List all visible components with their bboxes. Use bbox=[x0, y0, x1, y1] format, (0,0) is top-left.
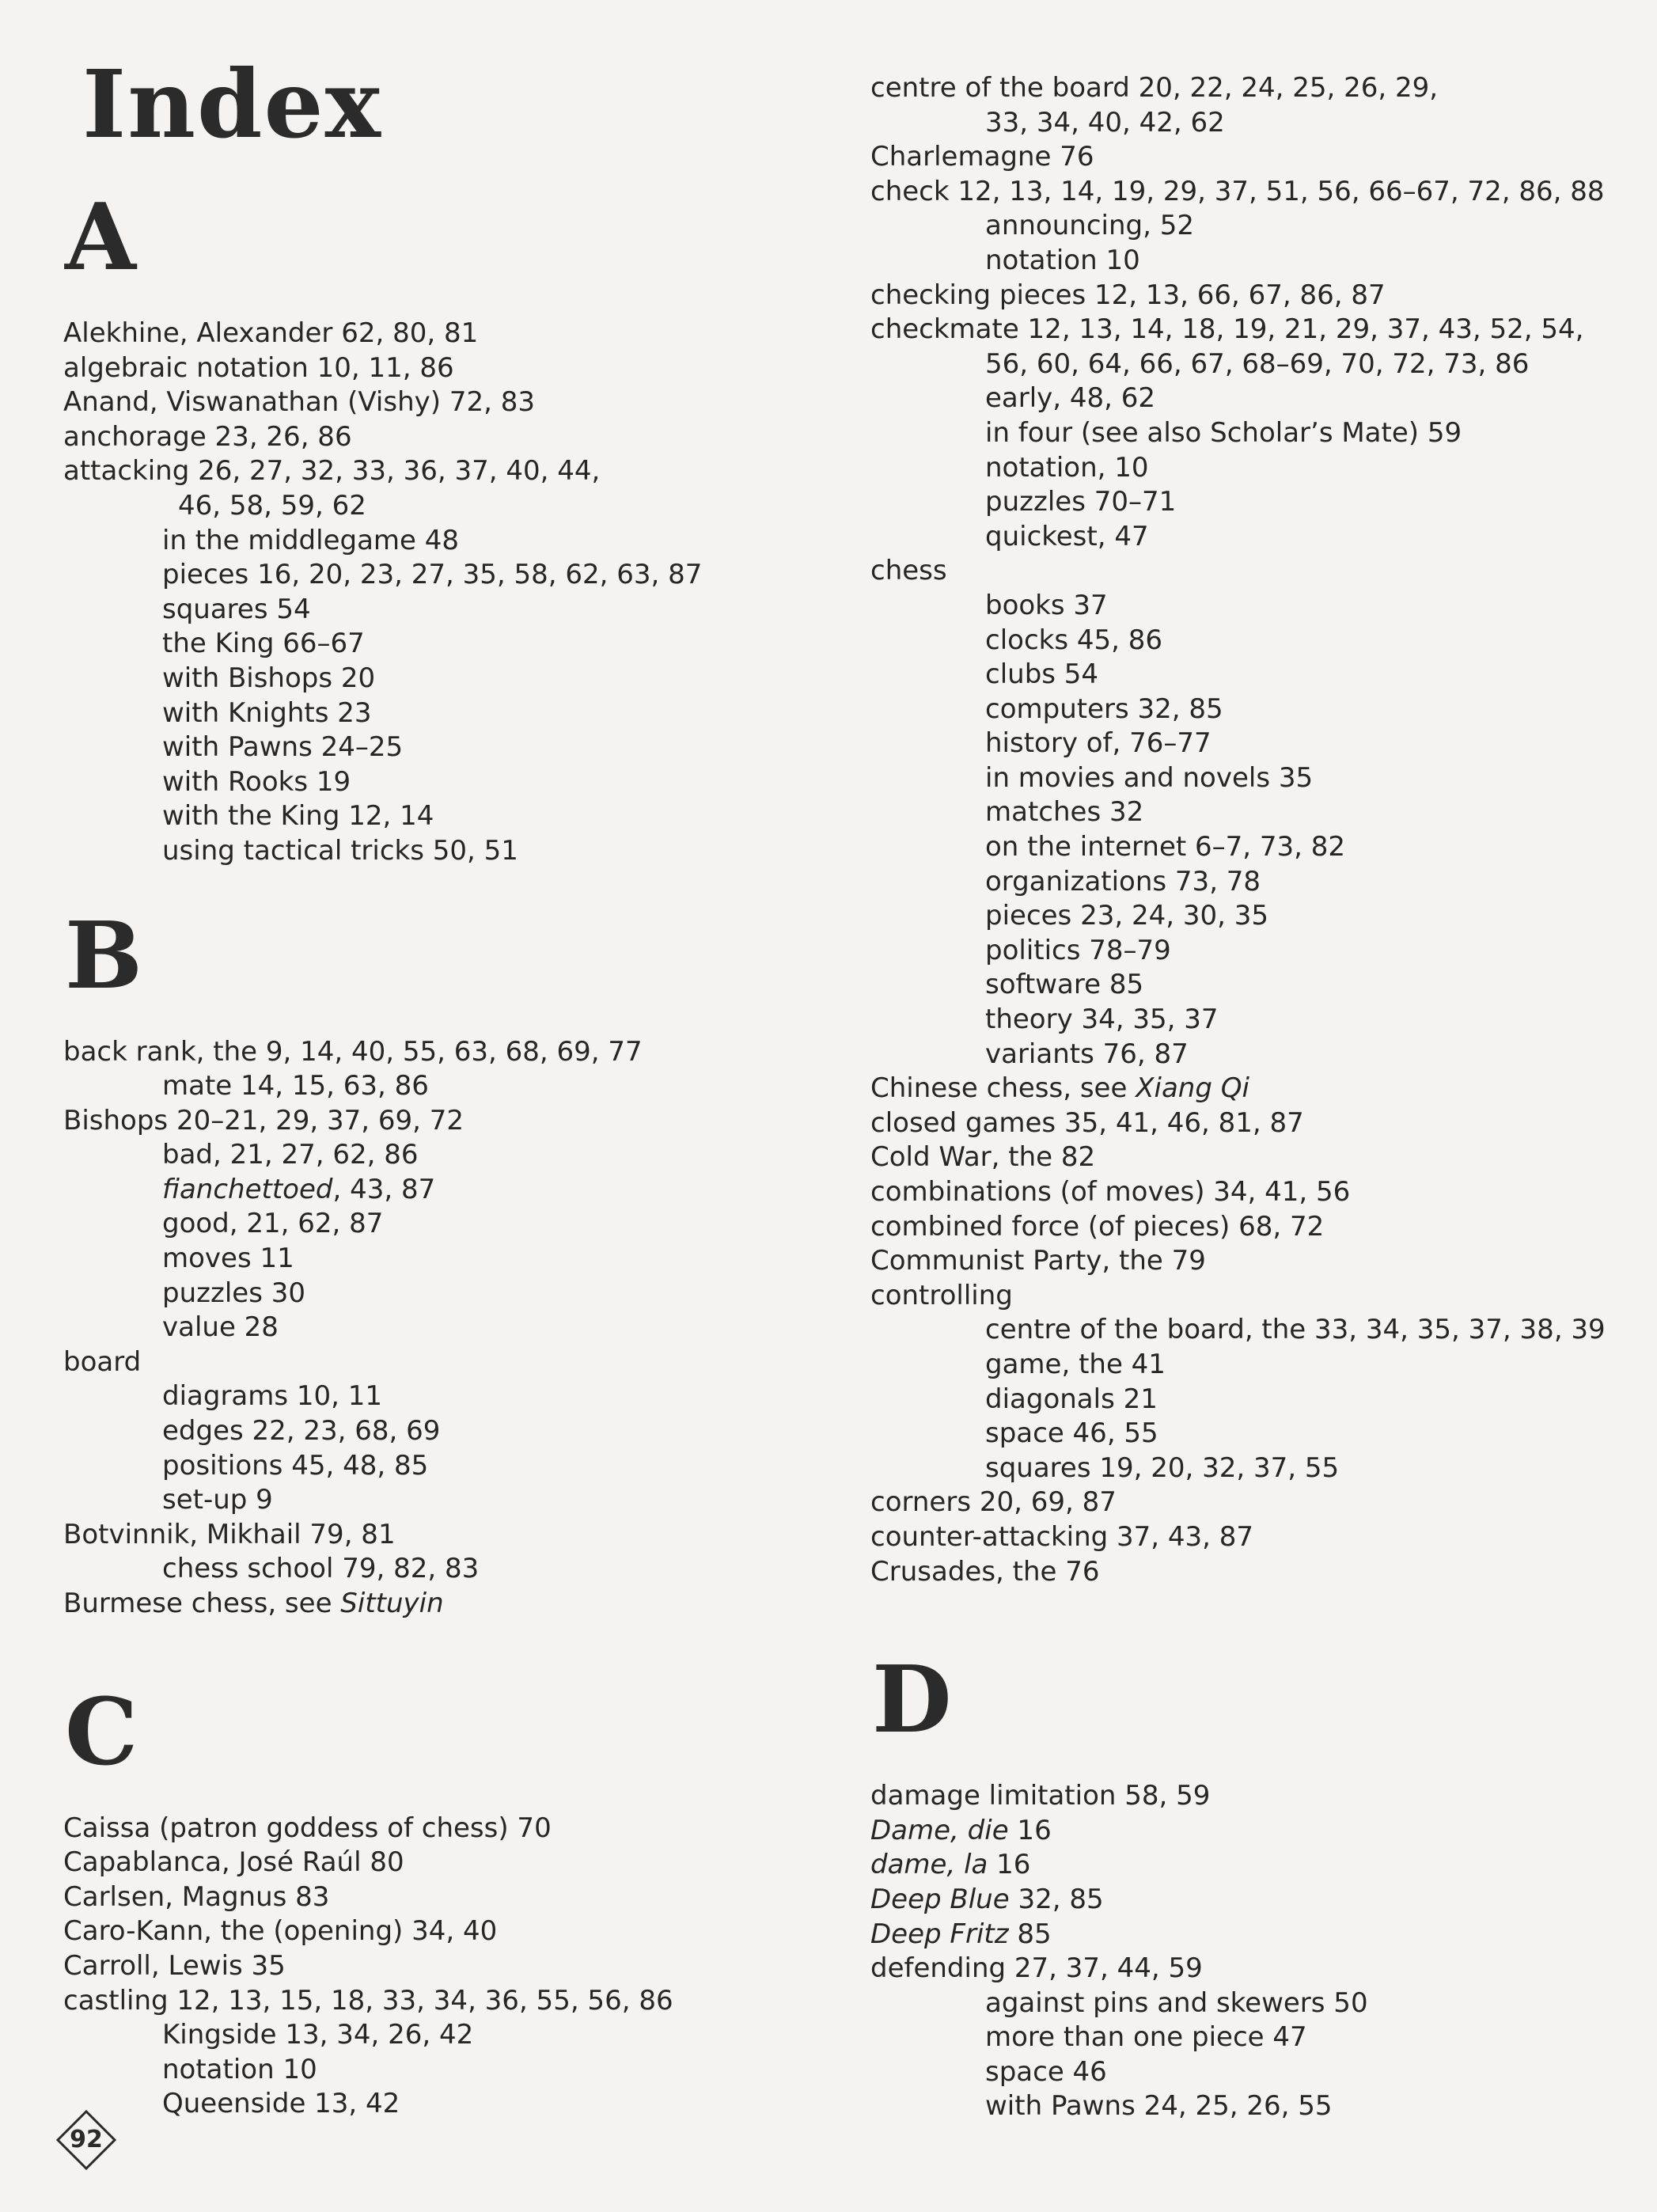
section-letter-d: D bbox=[872, 1646, 952, 1755]
index-subentry: politics 78–79 bbox=[985, 934, 1171, 966]
italic-term: Sittuyin bbox=[340, 1588, 444, 1619]
index-subentry: Kingside 13, 34, 26, 42 bbox=[162, 2019, 474, 2051]
index-subentry: with the King 12, 14 bbox=[162, 800, 434, 833]
index-entry: Caro-Kann, the (opening) 34, 40 bbox=[63, 1915, 498, 1948]
index-subentry: with Bishops 20 bbox=[162, 662, 376, 694]
index-subentry: space 46 bbox=[985, 2055, 1107, 2088]
index-subentry: puzzles 30 bbox=[162, 1277, 305, 1309]
index-entry bbox=[870, 1883, 1646, 1918]
section-letter-b: B bbox=[65, 901, 143, 1010]
index-entry: back rank, the 9, 14, 40, 55, 63, 68, 69, 77 bbox=[63, 1035, 643, 1068]
index-entry: Carlsen, Magnus 83 bbox=[63, 1880, 330, 1913]
page-number: 92 bbox=[70, 2126, 103, 2153]
index-subentry: moves 11 bbox=[162, 1243, 294, 1275]
index-subentry: chess school 79, 82, 83 bbox=[162, 1553, 480, 1585]
index-entry bbox=[870, 1814, 1646, 1849]
section-letter-a: A bbox=[65, 184, 137, 291]
index-entry: closed games 35, 41, 46, 81, 87 bbox=[870, 1106, 1304, 1139]
index-subentry: pieces 16, 20, 23, 27, 35, 58, 62, 63, 87 bbox=[162, 559, 703, 591]
index-subentry: books 37 bbox=[985, 589, 1108, 621]
index-entry: Anand, Viswanathan (Vishy) 72, 83 bbox=[63, 386, 535, 419]
index-subentry: Queenside 13, 42 bbox=[162, 2088, 400, 2120]
index-subentry: with Pawns 24–25 bbox=[162, 731, 404, 764]
index-entry: controlling bbox=[870, 1279, 1013, 1311]
index-subentry: announcing, 52 bbox=[985, 210, 1194, 242]
index-entry-continuation: 46, 58, 59, 62 bbox=[178, 489, 366, 522]
italic-term: dame, la bbox=[870, 1849, 988, 1881]
index-entry: checking pieces 12, 13, 66, 67, 86, 87 bbox=[870, 279, 1386, 311]
right-column bbox=[870, 71, 1646, 2124]
italic-term: fianchettoed bbox=[162, 1173, 333, 1205]
index-subentry: diagonals 21 bbox=[985, 1383, 1158, 1415]
index-entry-continuation: 33, 34, 40, 42, 62 bbox=[985, 106, 1225, 138]
index-subentry: with Knights 23 bbox=[162, 696, 372, 729]
index-entry: chess bbox=[870, 555, 947, 587]
index-subentry: with Rooks 19 bbox=[162, 765, 351, 798]
index-subentry: space 46, 55 bbox=[985, 1417, 1158, 1450]
index-subentry: positions 45, 48, 85 bbox=[162, 1449, 429, 1482]
section-c-entries bbox=[63, 1812, 807, 2122]
index-subentry: notation, 10 bbox=[985, 451, 1149, 484]
index-entry: combinations (of moves) 34, 41, 56 bbox=[870, 1176, 1351, 1208]
left-column bbox=[63, 182, 807, 2122]
index-subentry: variants 76, 87 bbox=[985, 1038, 1189, 1070]
index-entry: algebraic notation 10, 11, 86 bbox=[63, 351, 454, 384]
index-subentry: set-up 9 bbox=[162, 1484, 273, 1516]
index-entry: board bbox=[63, 1345, 142, 1378]
index-subentry: squares 54 bbox=[162, 593, 311, 625]
index-entry bbox=[870, 1918, 1646, 1952]
index-entry: Communist Party, the 79 bbox=[870, 1245, 1206, 1277]
index-subentry: history of, 76–77 bbox=[985, 727, 1211, 760]
index-entry: Bishops 20–21, 29, 37, 69, 72 bbox=[63, 1104, 464, 1136]
index-entry: check 12, 13, 14, 19, 29, 37, 51, 56, 66–67, 72, 86, 88 bbox=[870, 175, 1605, 207]
index-entry: counter-attacking 37, 43, 87 bbox=[870, 1520, 1254, 1553]
index-entry: castling 12, 13, 15, 18, 33, 34, 36, 55, 56, 86 bbox=[63, 1984, 673, 2017]
index-subentry: in four (see also Scholar’s Mate) 59 bbox=[985, 416, 1462, 449]
index-subentry: matches 32 bbox=[985, 796, 1144, 829]
index-entry: Carroll, Lewis 35 bbox=[63, 1949, 286, 1982]
index-entry: Cold War, the 82 bbox=[870, 1141, 1096, 1174]
index-entry: Alekhine, Alexander 62, 80, 81 bbox=[63, 317, 479, 349]
index-subentry: quickest, 47 bbox=[985, 520, 1149, 552]
index-subentry: with Pawns 24, 25, 26, 55 bbox=[985, 2090, 1333, 2123]
index-subentry: against pins and skewers 50 bbox=[985, 1986, 1368, 2019]
index-subentry: clocks 45, 86 bbox=[985, 624, 1162, 656]
index-entry bbox=[870, 1848, 1646, 1883]
index-subentry: pieces 23, 24, 30, 35 bbox=[985, 900, 1268, 932]
index-entry: combined force (of pieces) 68, 72 bbox=[870, 1210, 1325, 1243]
italic-term: Deep Blue bbox=[870, 1883, 1010, 1915]
index-subentry: organizations 73, 78 bbox=[985, 865, 1261, 897]
index-entry: damage limitation 58, 59 bbox=[870, 1780, 1211, 1812]
page-refs: 32, 85 bbox=[1009, 1883, 1104, 1915]
index-entry: corners 20, 69, 87 bbox=[870, 1486, 1117, 1519]
italic-term: Deep Fritz bbox=[870, 1918, 1009, 1950]
index-subentry: notation 10 bbox=[985, 244, 1140, 276]
index-entry: Caissa (patron goddess of chess) 70 bbox=[63, 1812, 552, 1844]
index-entry: Botvinnik, Mikhail 79, 81 bbox=[63, 1518, 396, 1550]
page-refs: 85 bbox=[1008, 1918, 1052, 1950]
index-subentry: clubs 54 bbox=[985, 658, 1099, 691]
index-entry: Crusades, the 76 bbox=[870, 1555, 1100, 1588]
page-number-badge bbox=[55, 2109, 117, 2171]
index-subentry: in the middlegame 48 bbox=[162, 524, 460, 556]
index-subentry: centre of the board, the 33, 34, 35, 37, 38, 39 bbox=[985, 1314, 1606, 1346]
index-subentry: software 85 bbox=[985, 969, 1144, 1001]
page-title: Index bbox=[82, 49, 382, 159]
section-b-entries bbox=[63, 1035, 807, 1622]
index-subentry: edges 22, 23, 68, 69 bbox=[162, 1415, 441, 1447]
index-subentry: bad, 21, 27, 62, 86 bbox=[162, 1139, 419, 1171]
index-subentry: mate 14, 15, 63, 86 bbox=[162, 1070, 429, 1102]
entry-term: Burmese chess, see bbox=[63, 1588, 341, 1619]
index-subentry: notation 10 bbox=[162, 2053, 317, 2085]
index-subentry: theory 34, 35, 37 bbox=[985, 1004, 1219, 1036]
section-letter-c: C bbox=[65, 1678, 138, 1786]
index-subentry: the King 66–67 bbox=[162, 628, 365, 660]
index-entry: attacking 26, 27, 32, 33, 36, 37, 40, 44, bbox=[63, 455, 601, 488]
index-entry bbox=[870, 1072, 1646, 1106]
index-entry: Capablanca, José Raúl 80 bbox=[63, 1846, 404, 1879]
section-a-entries bbox=[63, 317, 807, 869]
index-entry bbox=[63, 1587, 807, 1622]
italic-term: Dame, die bbox=[870, 1814, 1009, 1846]
section-d-entries bbox=[870, 1779, 1646, 2124]
index-entry: centre of the board 20, 22, 24, 25, 26, 29, bbox=[870, 72, 1439, 104]
index-subentry: puzzles 70–71 bbox=[985, 486, 1177, 518]
index-entry: checkmate 12, 13, 14, 18, 19, 21, 29, 37, 43, 52, 54, bbox=[870, 313, 1584, 346]
italic-term: Xiang Qi bbox=[1136, 1072, 1249, 1105]
index-subentry: game, the 41 bbox=[985, 1348, 1166, 1380]
index-subentry: using tactical tricks 50, 51 bbox=[162, 834, 518, 867]
index-subentry: computers 32, 85 bbox=[985, 692, 1223, 725]
index-entry: Charlemagne 76 bbox=[870, 141, 1094, 173]
index-subentry: in movies and novels 35 bbox=[985, 761, 1314, 794]
entry-term: Chinese chess, see bbox=[870, 1072, 1136, 1105]
page-refs: 16 bbox=[1008, 1814, 1052, 1846]
index-entry: anchorage 23, 26, 86 bbox=[63, 420, 352, 453]
index-entry-continuation: 56, 60, 64, 66, 67, 68–69, 70, 72, 73, 86 bbox=[985, 347, 1530, 380]
index-subentry: value 28 bbox=[162, 1311, 279, 1344]
index-subentry: on the internet 6–7, 73, 82 bbox=[985, 831, 1346, 863]
section-c-continued-entries bbox=[870, 71, 1646, 1589]
page-refs: , 43, 87 bbox=[332, 1173, 436, 1205]
index-subentry bbox=[63, 1173, 807, 1208]
page-refs: 16 bbox=[988, 1849, 1031, 1881]
index-subentry: diagrams 10, 11 bbox=[162, 1380, 383, 1413]
index-subentry: early, 48, 62 bbox=[985, 382, 1156, 415]
index-entry: defending 27, 37, 44, 59 bbox=[870, 1952, 1203, 1985]
index-subentry: more than one piece 47 bbox=[985, 2021, 1307, 2054]
index-subentry: squares 19, 20, 32, 37, 55 bbox=[985, 1451, 1340, 1484]
index-subentry: good, 21, 62, 87 bbox=[162, 1208, 384, 1240]
